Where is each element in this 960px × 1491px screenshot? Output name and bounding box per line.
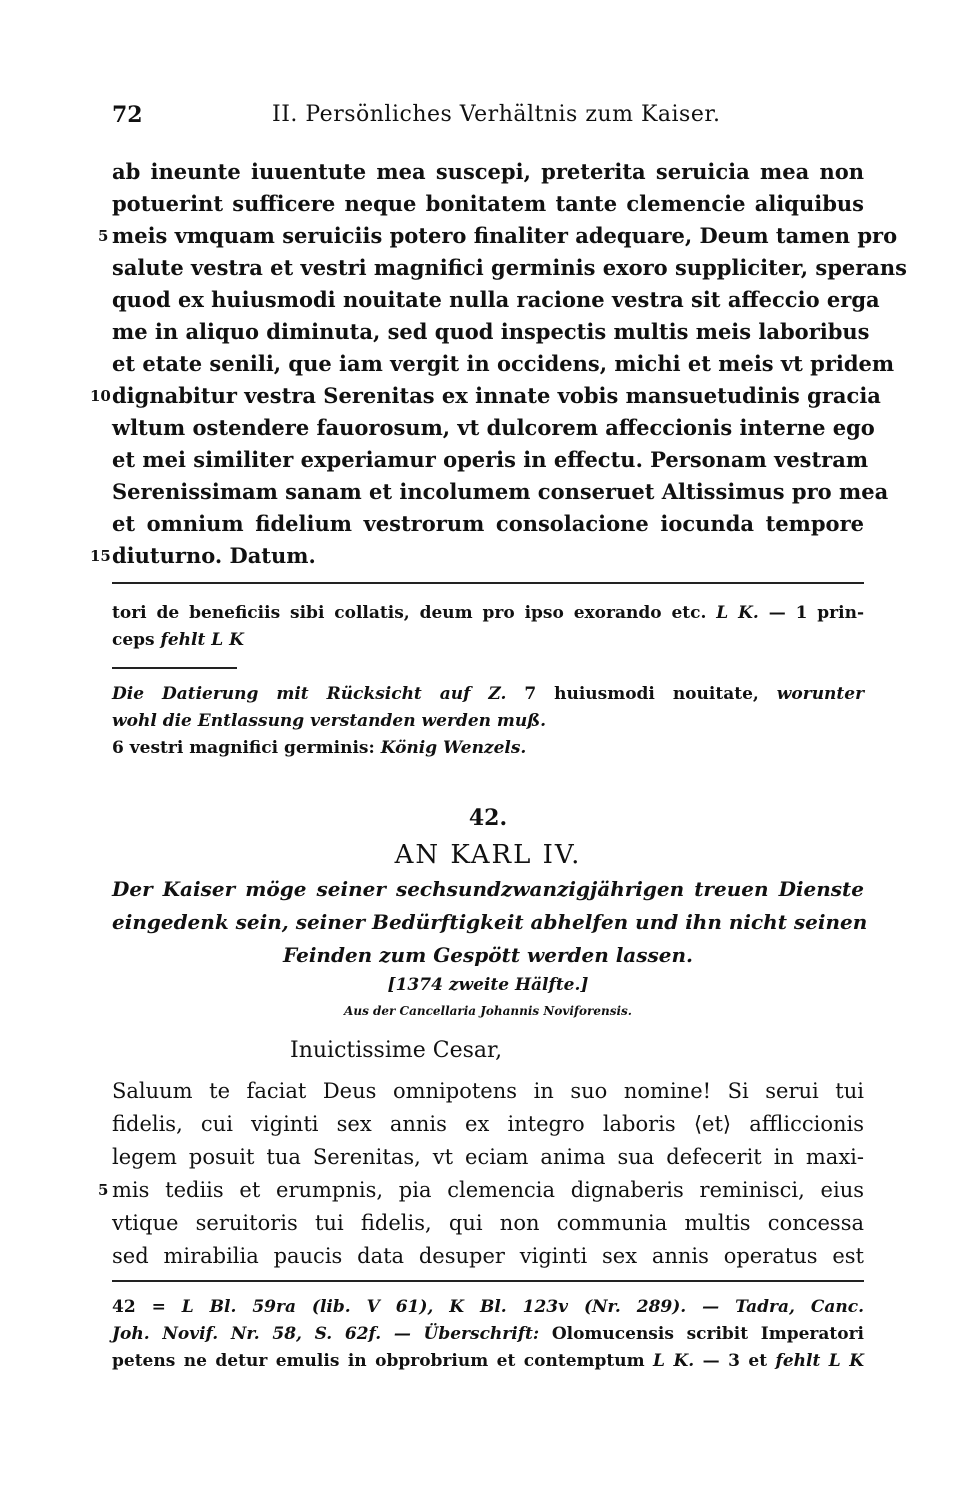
footnote-text: fehlt L K xyxy=(775,1351,865,1371)
regest-line: Feinden zum Gespött werden lassen. xyxy=(282,943,694,967)
footnote-text: 42 = xyxy=(112,1297,166,1317)
text-line: ab ineunte iuuentute mea suscepi, preterita seruicia mea non xyxy=(112,159,864,184)
salutation: Inuictissime Cesar, xyxy=(290,1038,503,1063)
letter-body-continued xyxy=(90,156,908,572)
footnote-text: petens ne detur emulis in obprobrium et contemptum xyxy=(112,1351,645,1371)
regest-line: Der Kaiser möge seiner sechsundzwanzigjährigen treuen Dienste xyxy=(112,877,864,901)
text-line: wltum ostendere fauorosum, vt dulcorem affeccionis interne ego xyxy=(112,415,875,440)
text-line: fidelis, cui viginti sex annis ex integro laboris ⟨et⟩ affliccionis xyxy=(112,1112,864,1136)
commentary-text: wohl die Entlassung verstanden werden muß. xyxy=(112,711,547,731)
page-number: 72 xyxy=(112,102,143,128)
text-line: salute vestra et vestri magnifici germinis exoro suppliciter, sperans xyxy=(112,255,908,280)
footnote-text: Olomucensis scribit Imperatori xyxy=(551,1324,865,1344)
running-title: II. Persönliches Verhältnis zum Kaiser. xyxy=(272,102,721,127)
text-line: Saluum te faciat Deus omnipotens in suo nomine! Si serui tui xyxy=(112,1079,864,1103)
text-line: diuturno. Datum. xyxy=(112,543,316,568)
apparatus-text: ceps xyxy=(112,630,155,650)
footnote-text: L K. xyxy=(653,1351,695,1371)
commentary-text: 7 huiusmodi nouitate, xyxy=(524,684,759,704)
text-line: mis tediis et erumpnis, pia clemencia dignaberis reminisci, eius xyxy=(112,1178,864,1202)
commentary-text: König Wenzels. xyxy=(380,738,527,758)
commentary-notes xyxy=(112,681,864,762)
commentary-text: Die Datierung mit Rücksicht auf Z. xyxy=(112,684,507,704)
text-line: meis vmquam seruiciis potero finaliter adequare, Deum tamen pro xyxy=(112,223,898,248)
commentary-text: 6 vestri magnifici germinis: xyxy=(112,738,375,758)
text-line: quod ex huiusmodi nouitate nulla racione vestra sit affeccio erga xyxy=(112,287,880,312)
document-date: [1374 zweite Hälfte.] xyxy=(387,975,589,995)
text-line: potuerint sufficere neque bonitatem tante clemencie aliquibus xyxy=(112,191,864,216)
text-line: legem posuit tua Serenitas, vt eciam anima sua defecerit in maxi- xyxy=(112,1145,864,1169)
line-number: 15 xyxy=(90,547,111,565)
line-number: 10 xyxy=(90,387,111,405)
footnote-text: L Bl. 59ra (lib. V 61), K Bl. 123v (Nr. 289). — Tadra, Canc. xyxy=(181,1297,865,1317)
line-number: 5 xyxy=(98,227,109,245)
apparatus-note: fehlt L K xyxy=(160,630,244,650)
text-line: et etate senili, que iam vergit in occidens, michi et meis vt pridem xyxy=(112,351,895,376)
apparatus-text: tori de beneficiis sibi collatis, deum pro ipso exorando etc. xyxy=(112,603,707,623)
short-divider-rule xyxy=(112,667,237,669)
text-line: et omnium fidelium vestrorum consolacione iocunda tempore xyxy=(112,511,864,536)
text-line: vtique seruitoris tui fidelis, qui non communia multis concessa xyxy=(112,1211,864,1235)
document-title: AN KARL IV. xyxy=(394,840,582,870)
footnote-text: Joh. Novif. Nr. 58, S. 62f. — Überschrift: xyxy=(112,1324,540,1344)
line-number: 5 xyxy=(98,1181,109,1199)
document-number: 42. xyxy=(468,805,508,831)
text-line: me in aliquo diminuta, sed quod inspectis multis meis laboribus xyxy=(112,319,870,344)
apparatus-text: — 1 prin- xyxy=(768,603,865,623)
footnote-rule xyxy=(112,1280,864,1282)
document-source: Aus der Cancellaria Johannis Noviforensis. xyxy=(344,1004,632,1018)
footnote-text: — 3 et xyxy=(702,1351,768,1371)
text-line: Serenissimam sanam et incolumem conseruet Altissimus pro mea xyxy=(112,479,889,504)
commentary-text: worunter xyxy=(776,684,865,704)
regest-line: eingedenk sein, seiner Bedürftigkeit abhelfen und ihn nicht seinen xyxy=(112,910,868,934)
letter-body xyxy=(98,1075,864,1273)
footnotes xyxy=(112,1294,864,1375)
divider-rule xyxy=(112,582,864,584)
regest-summary xyxy=(112,873,868,972)
text-line: sed mirabilia paucis data desuper viginti sex annis operatus est xyxy=(112,1244,864,1268)
text-line: et mei similiter experiamur operis in effectu. Personam vestram xyxy=(112,447,869,472)
apparatus-sigla: L K. xyxy=(716,603,759,623)
page-header xyxy=(112,102,864,134)
critical-apparatus xyxy=(112,600,864,654)
text-line: dignabitur vestra Serenitas ex innate vobis mansuetudinis gracia xyxy=(112,383,881,408)
